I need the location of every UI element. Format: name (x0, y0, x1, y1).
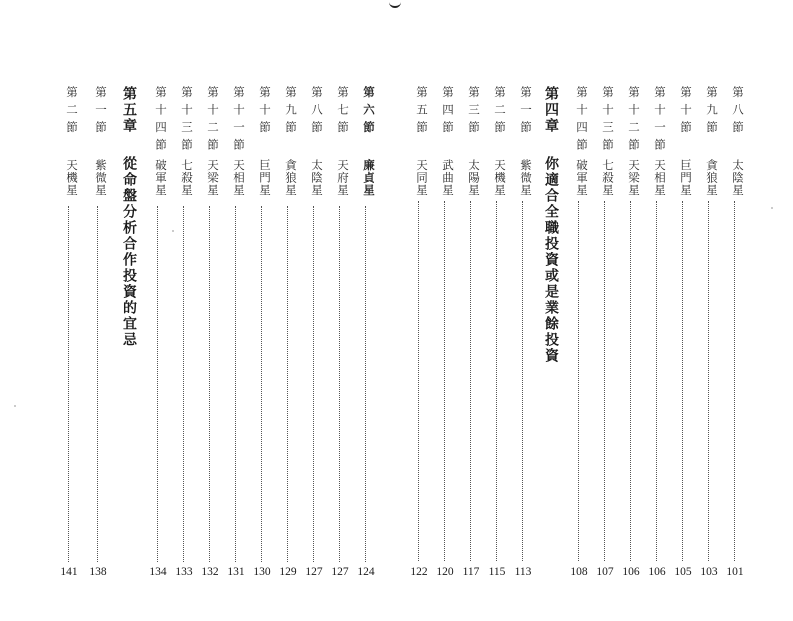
section-label: 第十一節 (232, 86, 246, 156)
section-label: 第十節 (258, 86, 272, 139)
section-label: 第十二節 (206, 86, 220, 156)
section-label: 第十二節 (627, 86, 641, 156)
section-label: 第四節 (441, 86, 455, 139)
toc-entry[interactable] (147, 86, 169, 586)
section-label: 第十四節 (575, 86, 589, 156)
page-number: 113 (514, 566, 532, 578)
chapter-label: 第四章 (543, 86, 559, 134)
chapter-title: 從命盤分析合作投資的宜忌 (121, 156, 137, 348)
entry-title: 七殺星 (601, 159, 615, 197)
section-label: 第七節 (336, 86, 350, 139)
toc-entry[interactable] (568, 86, 590, 586)
section-label: 第九節 (284, 86, 298, 139)
chapter-heading[interactable] (117, 86, 139, 586)
page-number: 101 (726, 566, 744, 578)
entry-title: 天府星 (336, 159, 350, 197)
section-label: 第二節 (65, 86, 79, 139)
page-number: 108 (570, 566, 588, 578)
dot-leader (496, 201, 497, 561)
toc-entry[interactable] (303, 86, 325, 586)
section-label: 第六節 (362, 86, 376, 139)
toc-entry[interactable] (277, 86, 299, 586)
dot-leader (68, 206, 69, 562)
page-number: 127 (305, 566, 323, 578)
entry-title: 紫微星 (94, 159, 108, 197)
page-number: 105 (674, 566, 692, 578)
entry-title: 貪狼星 (705, 159, 719, 197)
section-label: 第二節 (493, 86, 507, 139)
section-label: 第十三節 (180, 86, 194, 156)
entry-title: 破軍星 (575, 159, 589, 197)
toc-entry[interactable] (672, 86, 694, 586)
entry-title: 天機星 (65, 159, 79, 197)
dot-leader (287, 206, 288, 562)
dot-leader (209, 206, 210, 562)
dot-leader (630, 201, 631, 561)
section-label: 第十節 (679, 86, 693, 139)
dot-leader (682, 201, 683, 561)
page-number: 117 (462, 566, 480, 578)
toc-left-page (0, 0, 396, 621)
toc-entry[interactable] (199, 86, 221, 586)
dot-leader (656, 201, 657, 561)
toc-entry[interactable] (173, 86, 195, 586)
entry-title: 天梁星 (206, 159, 220, 197)
section-label: 第一節 (94, 86, 108, 139)
scan-speck (172, 230, 174, 232)
page-number: 141 (60, 566, 78, 578)
section-label: 第一節 (519, 86, 533, 139)
entry-title: 貪狼星 (284, 159, 298, 197)
dot-leader (261, 206, 262, 562)
page-number: 134 (149, 566, 167, 578)
toc-entry[interactable] (724, 86, 746, 586)
entry-title: 巨門星 (258, 159, 272, 197)
dot-leader (418, 201, 419, 561)
dot-leader (708, 201, 709, 561)
dot-leader (339, 206, 340, 562)
dot-leader (734, 201, 735, 561)
entry-title: 天同星 (415, 159, 429, 197)
page-number: 130 (253, 566, 271, 578)
toc-entry[interactable] (329, 86, 351, 586)
entry-title: 七殺星 (180, 159, 194, 197)
dot-leader (470, 201, 471, 561)
entry-title: 太陰星 (731, 159, 745, 197)
dot-leader (578, 201, 579, 561)
entry-title: 天相星 (232, 159, 246, 197)
toc-entry[interactable] (225, 86, 247, 586)
chapter-title: 你適合全職投資或是業餘投資 (543, 156, 559, 364)
page-number: 131 (227, 566, 245, 578)
toc-entry[interactable] (460, 86, 482, 586)
chapter-heading[interactable] (539, 86, 561, 586)
page-number: 106 (648, 566, 666, 578)
entry-title: 天梁星 (627, 159, 641, 197)
toc-entry[interactable] (646, 86, 668, 586)
page-number: 122 (410, 566, 428, 578)
entry-title: 廉貞星 (362, 159, 376, 197)
page-number: 138 (89, 566, 107, 578)
section-label: 第八節 (310, 86, 324, 139)
chapter-label: 第五章 (121, 86, 137, 134)
dot-leader (604, 201, 605, 561)
dot-leader (183, 206, 184, 562)
toc-entry[interactable] (251, 86, 273, 586)
page-number: 106 (622, 566, 640, 578)
toc-entry[interactable] (486, 86, 508, 586)
toc-entry[interactable] (87, 86, 109, 586)
dot-leader (365, 206, 366, 562)
dot-leader (235, 206, 236, 562)
toc-entry[interactable] (512, 86, 534, 586)
toc-entry[interactable] (355, 86, 377, 586)
page-number: 132 (201, 566, 219, 578)
entry-title: 天機星 (493, 159, 507, 197)
dot-leader (157, 206, 158, 562)
section-label: 第三節 (467, 86, 481, 139)
dot-leader (97, 206, 98, 562)
page-number: 115 (488, 566, 506, 578)
entry-title: 破軍星 (154, 159, 168, 197)
section-label: 第九節 (705, 86, 719, 139)
scan-speck (14, 405, 16, 407)
toc-entry[interactable] (58, 86, 80, 586)
section-label: 第十一節 (653, 86, 667, 156)
entry-title: 紫微星 (519, 159, 533, 197)
scan-speck (771, 207, 773, 209)
entry-title: 巨門星 (679, 159, 693, 197)
page-number: 129 (279, 566, 297, 578)
entry-title: 太陰星 (310, 159, 324, 197)
section-label: 第八節 (731, 86, 745, 139)
section-label: 第十三節 (601, 86, 615, 156)
toc-entry[interactable] (434, 86, 456, 586)
page-number: 120 (436, 566, 454, 578)
page-number: 127 (331, 566, 349, 578)
section-label: 第五節 (415, 86, 429, 139)
dot-leader (522, 201, 523, 561)
dot-leader (313, 206, 314, 562)
page-number: 107 (596, 566, 614, 578)
page-number: 124 (357, 566, 375, 578)
entry-title: 武曲星 (441, 159, 455, 197)
section-label: 第十四節 (154, 86, 168, 156)
toc-right-page (396, 0, 793, 621)
toc-entry[interactable] (620, 86, 642, 586)
toc-entry[interactable] (594, 86, 616, 586)
dot-leader (444, 201, 445, 561)
toc-entry[interactable] (698, 86, 720, 586)
entry-title: 天相星 (653, 159, 667, 197)
entry-title: 太陽星 (467, 159, 481, 197)
page-number: 103 (700, 566, 718, 578)
toc-entry[interactable] (408, 86, 430, 586)
page-number: 133 (175, 566, 193, 578)
